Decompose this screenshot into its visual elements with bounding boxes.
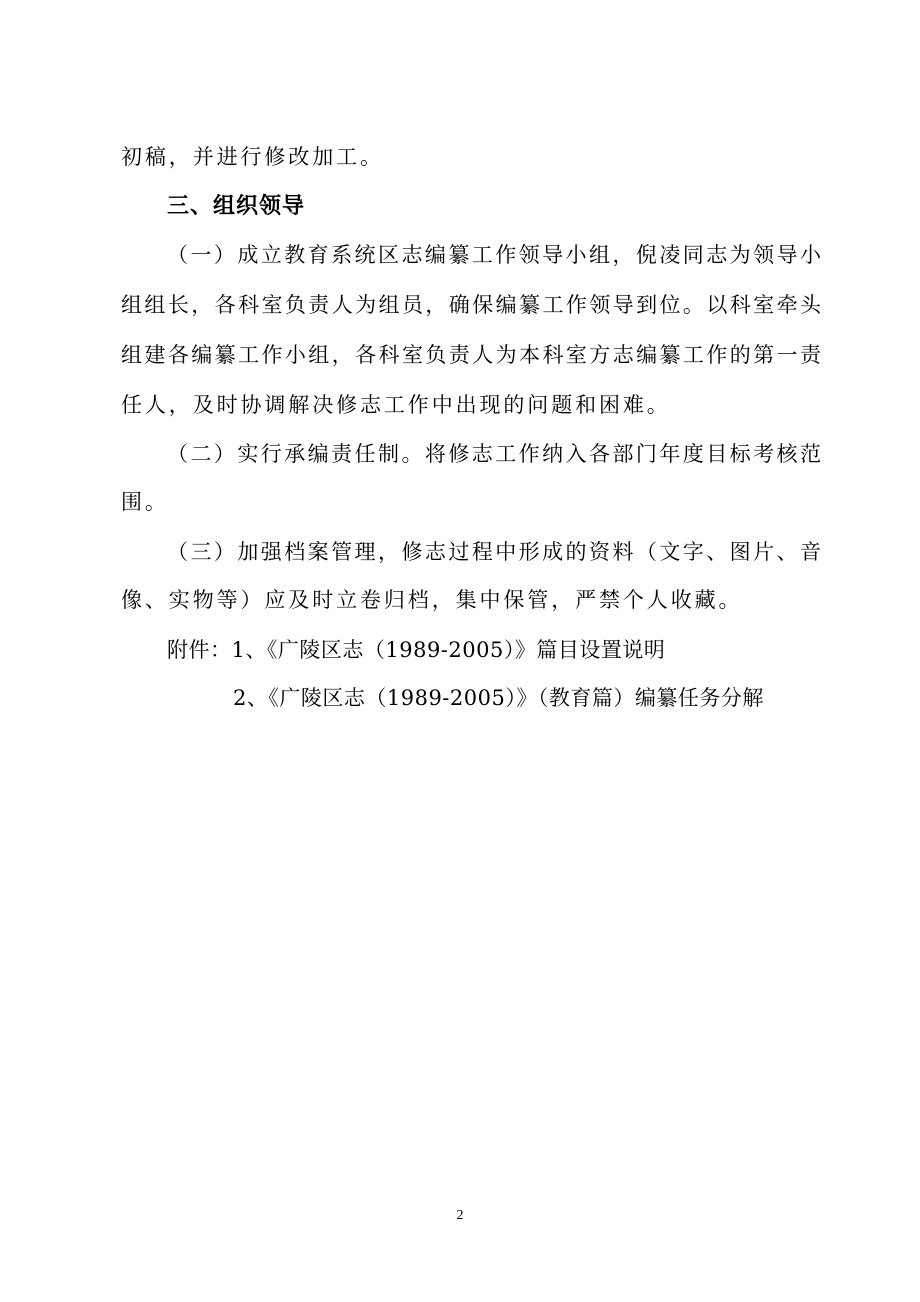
paragraph-1-line-1: （一）成立教育系统区志编纂工作领导小组，倪凌同志为领导小 — [167, 243, 821, 267]
attachment-item-2: 2、《广陵区志（1989-2005）》（教育篇）编纂任务分解 — [233, 686, 764, 710]
paragraph-1-line-2: 组组长，各科室负责人为组员，确保编纂工作领导到位。以科室牵头 — [121, 293, 821, 317]
paragraph-1-line-4: 任人，及时协调解决修志工作中出现的问题和困难。 — [121, 393, 671, 417]
paragraph-1-line-3: 组建各编纂工作小组，各科室负责人为本科室方志编纂工作的第一责 — [121, 343, 821, 367]
page-number: 2 — [456, 1208, 464, 1223]
paragraph-3-line-2: 像、实物等）应及时立卷归档，集中保管，严禁个人收藏。 — [121, 588, 743, 612]
paragraph-2-line-2: 围。 — [121, 490, 169, 514]
section-heading: 三、组织领导 — [167, 194, 306, 219]
paragraph-continuation: 初稿，并进行修改加工。 — [121, 145, 384, 169]
attachment-item-1: 附件：1、《广陵区志（1989-2005）》篇目设置说明 — [167, 638, 666, 662]
paragraph-2-line-1: （二）实行承编责任制。将修志工作纳入各部门年度目标考核范 — [167, 442, 821, 466]
paragraph-3-line-1: （三）加强档案管理，修志过程中形成的资料（文字、图片、音 — [167, 540, 821, 564]
